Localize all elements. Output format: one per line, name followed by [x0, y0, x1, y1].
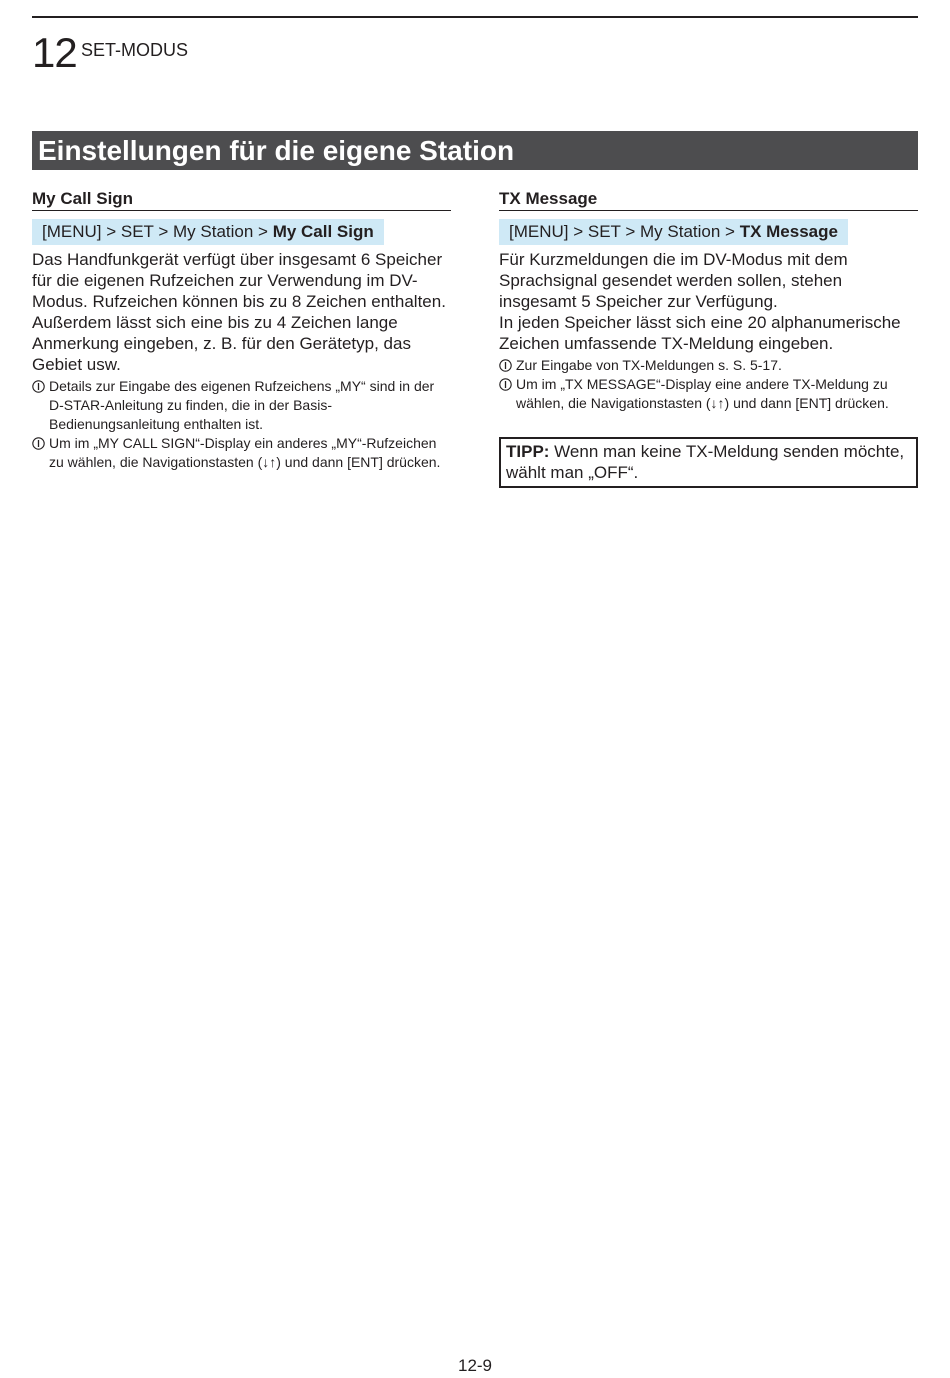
note-text: Um im „MY CALL SIGN“-Display ein anderes „MY“-Rufzeichen zu wählen, die Navigationstasten (↓↑) und dann [ENT] drücken. [49, 435, 441, 470]
menu-path-current: TX Message [739, 222, 838, 241]
notes-list [499, 356, 918, 413]
paragraph: Das Handfunkgerät verfügt über insgesamt 6 Speicher für die eigenen Rufzeichen zur Verwendung im DV-Modus. Rufzeichen können bis zu 8 Zeichen enthalten. [32, 250, 446, 311]
info-icon [499, 359, 512, 372]
left-column [32, 188, 451, 472]
menu-path-current: My Call Sign [272, 222, 374, 241]
note-item [32, 377, 451, 434]
paragraph: Für Kurzmeldungen die im DV-Modus mit dem Sprachsignal gesendet werden sollen, stehen insgesamt 5 Speicher zur Verfügung. [499, 250, 848, 311]
tip-label: TIPP: [506, 442, 550, 461]
page-number: 12-9 [457, 1356, 493, 1375]
menu-path-my-call-sign [32, 219, 384, 245]
tip-text: Wenn man keine TX-Meldung senden möchte, wählt man „OFF“. [506, 442, 905, 482]
info-icon [499, 378, 512, 391]
menu-path-tx-message [499, 219, 848, 245]
note-text: Um im „TX MESSAGE“-Display eine andere TX-Meldung zu wählen, die Navigationstasten (↓↑) und dann [ENT] drücken. [516, 376, 889, 411]
note-item [499, 356, 918, 375]
note-text: Zur Eingabe von TX-Meldungen s. S. 5-17. [516, 357, 782, 373]
menu-path-prefix: [MENU] > SET > My Station > [509, 222, 740, 241]
subsection-heading-tx-message: TX Message [499, 188, 918, 211]
subsection-heading-my-call-sign: My Call Sign [32, 188, 451, 211]
right-column [499, 188, 918, 488]
note-item [32, 434, 451, 472]
tip-box [499, 437, 918, 488]
paragraph: In jeden Speicher lässt sich eine 20 alphanumerische Zeichen umfassende TX-Meldung eingeben. [499, 313, 901, 353]
section-title: Einstellungen für die eigene Station [32, 131, 918, 170]
paragraph: Außerdem lässt sich eine bis zu 4 Zeichen lange Anmerkung eingeben, z. B. für den Gerätetyp, das Gebiet usw. [32, 313, 411, 374]
notes-list [32, 377, 451, 472]
note-item [499, 375, 918, 413]
chapter-title: SET-MODUS [81, 40, 189, 60]
info-icon [32, 437, 45, 450]
menu-path-prefix: [MENU] > SET > My Station > [42, 222, 273, 241]
note-text: Details zur Eingabe des eigenen Rufzeichens „MY“ sind in der D-STAR-Anleitung zu finden, die in der Basis-Bedienungsanleitung enthalten ist. [49, 378, 435, 432]
chapter-number: 12 [32, 29, 77, 76]
header-rule [32, 16, 918, 18]
info-icon [32, 380, 45, 393]
